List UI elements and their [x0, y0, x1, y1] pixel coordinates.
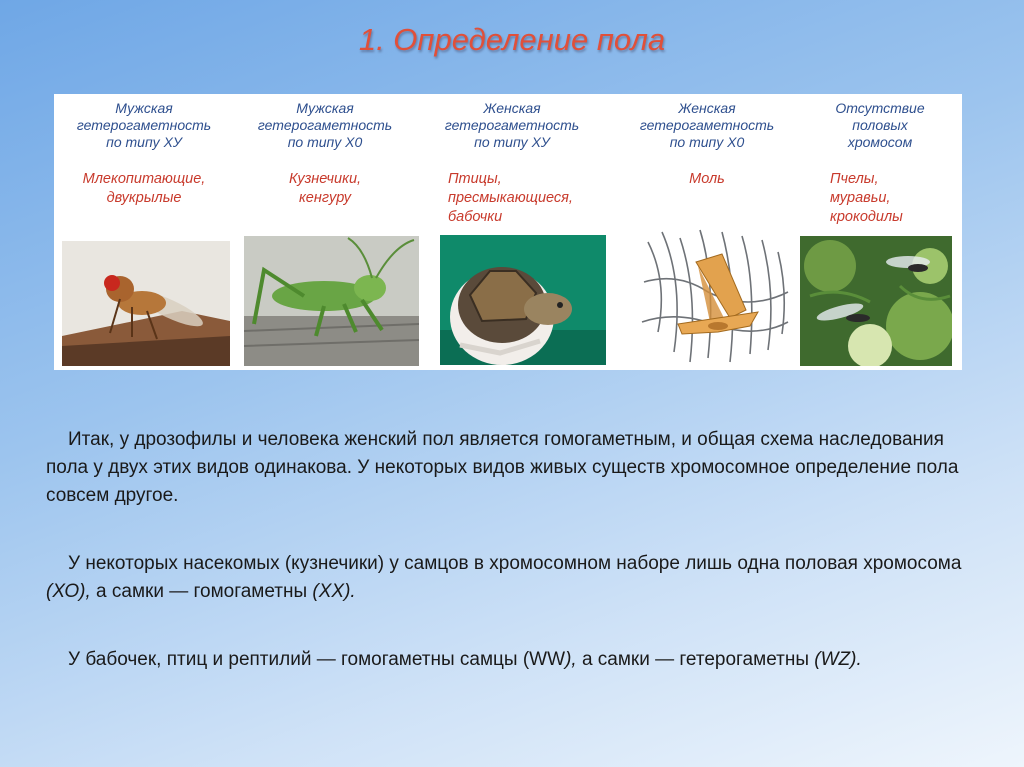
column-female-x0: [614, 94, 800, 370]
category-label: Мужская гетерогаметность по типу Х0: [257, 100, 393, 150]
examples-label: Птицы, пресмыкающиеся, бабочки: [448, 171, 573, 225]
sex-determination-table: [54, 94, 962, 370]
examples-label: Моль: [689, 171, 725, 187]
examples-label: Пчелы, муравьи, крокодилы: [830, 171, 903, 225]
winged-ants-icon: [800, 236, 952, 366]
paragraph-2: У некоторых насекомых (кузнечики) у самцов в хромосомном наборе лишь одна половая хромосома (ХО), а самки — гомогаметны (XX).: [46, 553, 962, 602]
column-male-xy: [54, 94, 234, 370]
moth-icon: [638, 222, 790, 368]
category-label: Отсутствие половых хромосом: [835, 100, 925, 150]
category-label: Женская гетерогаметность по типу ХУ: [444, 100, 580, 150]
examples-label: Кузнечики, кенгуру: [288, 171, 362, 206]
turtle-hatchling-icon: [440, 235, 606, 365]
category-label: Мужская гетерогаметность по типу ХУ: [76, 100, 212, 150]
paragraph-3: У бабочек, птиц и рептилий — гомогаметны самцы (WW), а самки — гетерогаметны (WZ).: [68, 649, 862, 670]
category-label: Женская гетерогаметность по типу Х0: [639, 100, 775, 150]
grasshopper-icon: [244, 236, 419, 366]
fruit-fly-icon: [62, 241, 230, 366]
column-no-sex-chromosomes: [798, 94, 962, 370]
column-female-xy: [420, 94, 604, 370]
column-male-x0: [232, 94, 418, 370]
examples-label: Млекопитающие, двукрылые: [82, 171, 206, 206]
slide-title: 1. Определение пола: [358, 22, 666, 57]
paragraph-1: Итак, у дрозофилы и человека женский пол является гомогаметным, и общая схема наследования пола у двух этих видов одинакова. У некоторых видов живых существ хромосомное определение пола совсем другое.: [46, 429, 959, 506]
